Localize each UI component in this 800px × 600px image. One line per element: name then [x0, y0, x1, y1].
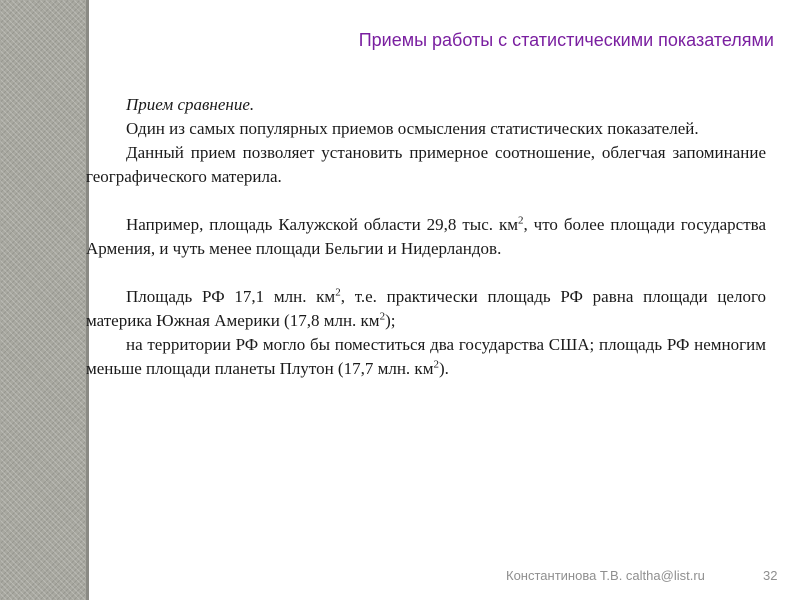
superscript-2: 2 [433, 358, 439, 371]
paragraph-definition: Один из самых популярных приемов осмысления статистических показателей. [126, 119, 699, 138]
slide-content [86, 93, 766, 381]
kaluga-text-end: , что более площади государства Армения, и чуть менее площади Бельгии и Нидерландов. [86, 215, 766, 258]
kaluga-text-start: Например, площадь Калужской области 29,8 тыс. км [126, 215, 518, 234]
spacer [86, 189, 766, 213]
paragraph-purpose: Данный прием позволяет установить примерное соотношение, облегчая запоминание географического материла. [86, 143, 766, 186]
rf-text-1: Площадь РФ 17,1 млн. км [126, 287, 336, 306]
footer-author: Константинова Т.В. caltha@list.ru [506, 568, 705, 583]
section-heading: Прием сравнение. [126, 95, 255, 114]
superscript-2: 2 [517, 214, 524, 227]
slide-title: Приемы работы с статистическими показателями [358, 30, 774, 50]
paragraph-rf-usa-pluto [86, 333, 766, 381]
usa-text-1: на территории РФ могло бы поместиться два государства США; площадь РФ немногим меньше площади планеты Плутон (17,7 млн. км [86, 335, 766, 378]
paragraph-kaluga-example [86, 213, 766, 261]
rf-text-2: , т.е. практически площадь РФ равна площади целого материка Южная Америки (17,8 млн. км [86, 287, 766, 330]
spacer [86, 261, 766, 285]
superscript-2: 2 [335, 286, 341, 299]
superscript-2: 2 [379, 310, 386, 323]
rf-text-3: ); [385, 311, 396, 330]
page-number: 32 [763, 568, 778, 583]
left-decorative-band [0, 0, 86, 600]
usa-text-2: ). [438, 359, 449, 378]
paragraph-rf-area [86, 285, 766, 333]
